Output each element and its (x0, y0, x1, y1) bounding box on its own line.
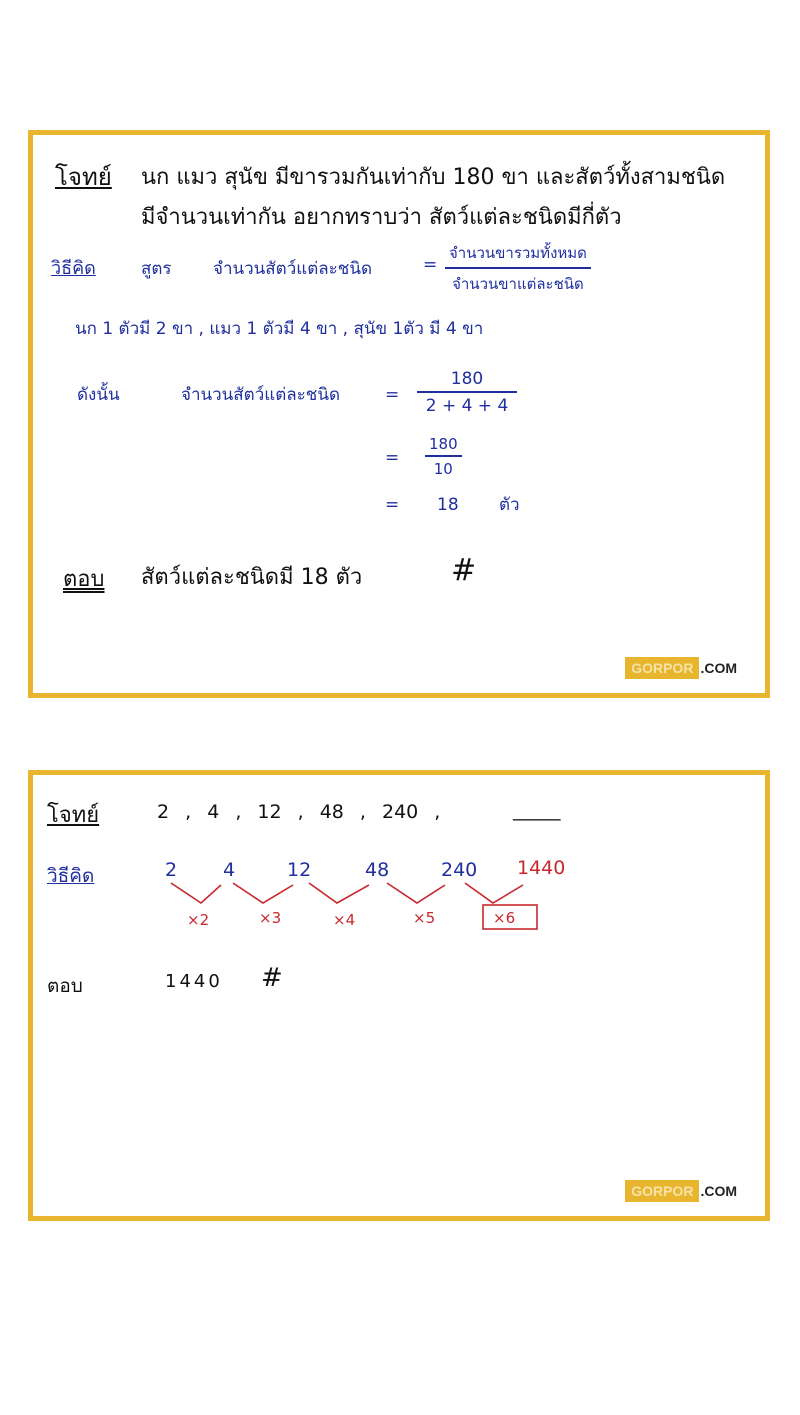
equals: = (385, 495, 400, 515)
logo-part2: .COM (700, 660, 737, 676)
multiplier: ×3 (259, 909, 282, 927)
multiplier-arrows (33, 775, 765, 975)
answer-label: ตอบ (63, 567, 105, 592)
multiplier: ×2 (187, 911, 210, 929)
formula-denominator: จำนวนขาแต่ละชนิด (452, 275, 584, 293)
method-label: วิธีคิด (51, 258, 96, 279)
step3-value: 18 (437, 495, 459, 515)
problem-label: โจทย์ (47, 803, 100, 828)
step1-denominator: 2 + 4 + 4 (425, 396, 509, 416)
logo-part1: GORPOR (625, 1180, 699, 1202)
step2-fraction (425, 435, 462, 478)
gorpor-logo (625, 1180, 737, 1202)
formula-fraction (445, 241, 591, 296)
equals: = (385, 448, 400, 468)
logo-part1: GORPOR (625, 657, 699, 679)
term-5: 240 (441, 859, 478, 881)
blank: _____ (513, 799, 561, 821)
multiplier: ×4 (333, 911, 356, 929)
problem-label: โจทย์ (55, 163, 112, 191)
term-2: 4 (223, 859, 236, 881)
term-1: 2 (165, 859, 178, 881)
step1-fraction (417, 369, 517, 416)
gorpor-logo (625, 657, 737, 679)
end-mark: # (451, 553, 477, 588)
step3-unit: ตัว (499, 495, 520, 515)
so-label: ดังนั้น (77, 385, 120, 405)
step2-denominator: 10 (433, 460, 453, 478)
multiplier: ×5 (413, 909, 436, 927)
next-term: 1440 (517, 857, 566, 879)
term-4: 48 (365, 859, 390, 881)
problem-line-1: นก แมว สุนัข มีขารวมกันเท่ากับ 180 ขา และสัตว์ทั้งสามชนิด (141, 165, 726, 190)
step2-numerator: 180 (425, 435, 462, 457)
method-label: วิธีคิด (47, 865, 95, 887)
problem-line-2: มีจำนวนเท่ากัน อยากทราบว่า สัตว์แต่ละชนิดมีกี่ตัว (141, 205, 622, 230)
legs-line: นก 1 ตัวมี 2 ขา , แมว 1 ตัวมี 4 ขา , สุนัข 1ตัว มี 4 ขา (75, 319, 484, 339)
sequence: 2 , 4 , 12 , 48 , 240 , (157, 801, 441, 823)
problem-card-1 (28, 130, 770, 698)
formula-numerator: จำนวนขารวมทั้งหมด (445, 241, 591, 269)
end-mark: # (261, 963, 283, 993)
answer-label: ตอบ (47, 975, 83, 997)
answer-text: สัตว์แต่ละชนิดมี 18 ตัว (141, 565, 363, 590)
equals: = (385, 385, 400, 405)
formula-lhs: จำนวนสัตว์แต่ละชนิด (213, 259, 373, 279)
answer-value: 1440 (165, 971, 223, 992)
multiplier: ×6 (493, 909, 516, 927)
step-lhs: จำนวนสัตว์แต่ละชนิด (181, 385, 341, 405)
logo-part2: .COM (700, 1183, 737, 1199)
equals: = (423, 255, 438, 275)
formula-label: สูตร (141, 259, 172, 279)
problem-card-2 (28, 770, 770, 1221)
step1-numerator: 180 (417, 369, 517, 393)
term-3: 12 (287, 859, 312, 881)
